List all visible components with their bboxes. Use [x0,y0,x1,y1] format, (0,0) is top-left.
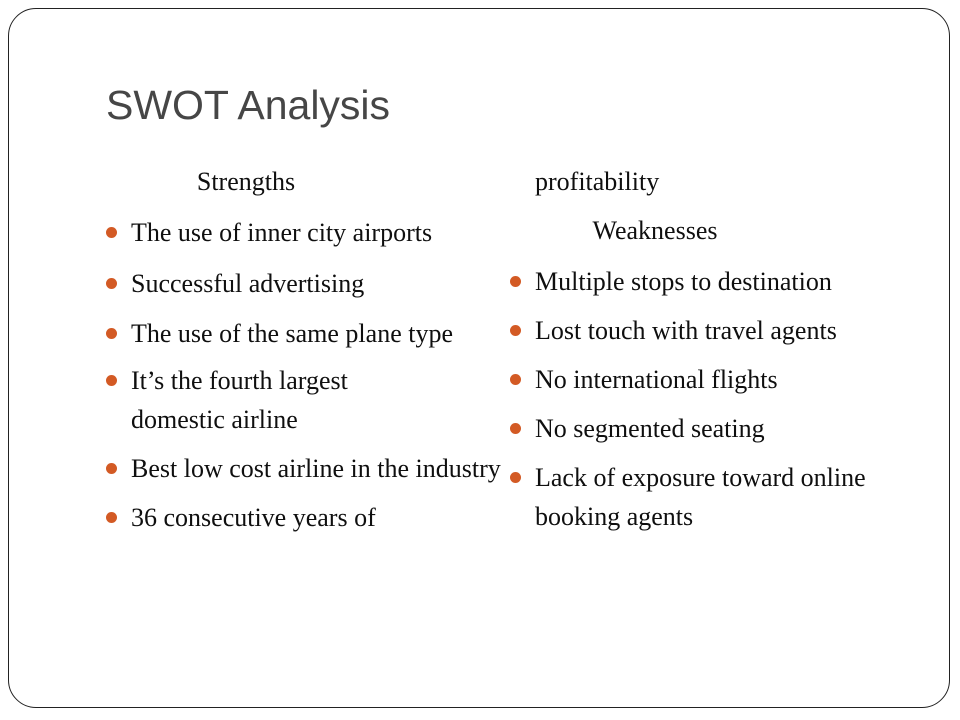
bullet-icon [106,278,117,289]
bullet-icon [510,325,521,336]
strength-text: 36 consecutive years of [131,503,376,532]
strengths-column [106,162,510,549]
strength-text: Successful advertising [131,269,365,298]
bullet-icon [106,227,117,238]
weakness-text: Lack of exposure toward online booking agents [535,463,866,531]
weaknesses-list [510,262,910,536]
weaknesses-column [510,162,910,546]
strengths-list [106,213,510,537]
strength-continuation-text: profitability [535,167,660,196]
weakness-text: No international flights [535,365,778,394]
bullet-icon [510,276,521,287]
list-item [106,314,476,353]
list-item [510,458,875,536]
bullet-icon [106,512,117,523]
bullet-icon [510,472,521,483]
weakness-text: No segmented seating [535,414,765,443]
list-item [510,311,910,350]
strength-text: It’s the fourth largest domestic airline [131,366,348,434]
list-item [510,409,910,448]
strength-text: The use of the same plane type [131,319,453,348]
weakness-text: Multiple stops to destination [535,267,832,296]
strengths-heading: Strengths [196,167,296,196]
list-item [106,213,510,252]
weakness-text: Lost touch with travel agents [535,316,837,345]
bullet-icon [510,374,521,385]
list-item [510,360,910,399]
bullet-icon [510,423,521,434]
list-item [106,449,501,488]
bullet-icon [106,375,117,386]
list-item [510,262,910,301]
bullet-icon [106,463,117,474]
bullet-icon [106,328,117,339]
weaknesses-heading: Weaknesses [592,216,718,245]
strength-text: The use of inner city airports [131,218,433,247]
strength-text: Best low cost airline in the industry [131,454,501,483]
list-item [106,498,510,537]
list-item [106,264,510,303]
slide-title: SWOT Analysis [106,82,391,128]
list-item [106,361,431,439]
